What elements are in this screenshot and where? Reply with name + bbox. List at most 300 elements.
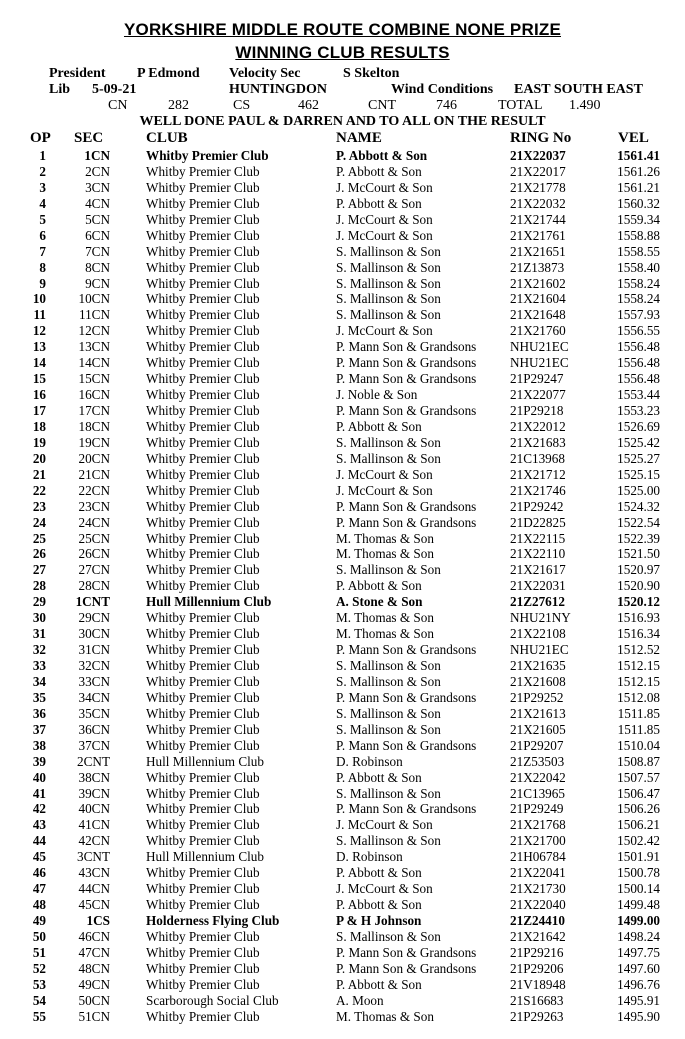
- table-row: [0, 594, 685, 610]
- ring-number-cell: 21X21730: [510, 881, 566, 897]
- name-cell: P & H Johnson: [336, 913, 422, 928]
- ring-number-cell: NHU21EC: [510, 355, 569, 371]
- table-row: [0, 674, 685, 690]
- ring-number-cell: 21Z13873: [510, 259, 565, 275]
- club-cell: Whitby Premier Club: [146, 482, 260, 498]
- ring-number-cell: 21X21712: [510, 466, 566, 482]
- document-subtitle: WINNING CLUB RESULTS: [235, 43, 450, 62]
- position-cell: 29: [32, 594, 46, 610]
- position-cell: 52: [32, 960, 46, 976]
- velocity-cell: 1495.91: [617, 992, 660, 1008]
- position-cell: 40: [32, 769, 46, 785]
- section-cell: 2CN: [85, 163, 110, 179]
- results-table: [0, 148, 685, 1025]
- velocity-cell: 1520.12: [617, 594, 660, 610]
- table-row: [0, 993, 685, 1009]
- velocity-cell: 1553.23: [617, 403, 660, 418]
- ring-number-cell: 21X22110: [510, 546, 566, 562]
- name-cell: S. Mallinson & Son: [336, 658, 441, 673]
- velocity-cell: 1516.34: [617, 626, 660, 642]
- name-cell: J. McCourt & Son: [336, 179, 433, 195]
- velocity-cell: 1502.42: [617, 833, 660, 849]
- ring-number-cell: 21X22040: [510, 897, 566, 913]
- club-cell: Whitby Premier Club: [146, 466, 260, 482]
- position-cell: 21: [32, 466, 46, 482]
- table-row: [0, 849, 685, 865]
- section-cell: 18CN: [78, 418, 110, 434]
- velocity-cell: 1511.85: [617, 721, 660, 737]
- club-cell: Whitby Premier Club: [146, 514, 260, 530]
- ring-number-cell: 21C13968: [510, 450, 565, 466]
- table-row: [0, 801, 685, 817]
- name-cell: P. Mann Son & Grandsons: [336, 801, 477, 817]
- club-cell: Whitby Premier Club: [146, 195, 260, 211]
- position-cell: 7: [39, 243, 46, 259]
- table-row: [0, 546, 685, 562]
- club-cell: Whitby Premier Club: [146, 865, 260, 881]
- velocity-cell: 1507.57: [617, 769, 660, 785]
- section-cell: 51CN: [78, 1008, 110, 1024]
- table-row: [0, 499, 685, 515]
- position-cell: 41: [32, 785, 46, 801]
- name-cell: P. Mann Son & Grandsons: [336, 642, 477, 658]
- ring-number-cell: 21Z27612: [510, 594, 565, 610]
- position-cell: 39: [32, 753, 46, 769]
- table-row: [0, 307, 685, 323]
- name-cell: M. Thomas & Son: [336, 1008, 434, 1024]
- section-cell: 21CN: [78, 466, 110, 482]
- name-cell: J. McCourt & Son: [336, 323, 433, 339]
- club-cell: Whitby Premier Club: [146, 689, 260, 705]
- position-cell: 17: [32, 403, 46, 418]
- velocity-cell: 1501.91: [617, 849, 660, 865]
- name-cell: D. Robinson: [336, 753, 403, 769]
- column-header-op: OP: [30, 130, 51, 146]
- ring-number-cell: 21P29207: [510, 737, 564, 753]
- section-cell: 42CN: [78, 833, 110, 849]
- ring-number-cell: 21Z24410: [510, 913, 565, 928]
- cnt-value: 746: [436, 98, 457, 113]
- column-header-sec: SEC: [74, 130, 104, 146]
- section-cell: 41CN: [78, 817, 110, 833]
- table-row: [0, 706, 685, 722]
- ring-number-cell: NHU21EC: [510, 339, 569, 355]
- club-cell: Whitby Premier Club: [146, 833, 260, 849]
- ring-number-cell: 21X22032: [510, 195, 566, 211]
- club-cell: Whitby Premier Club: [146, 498, 260, 514]
- velocity-cell: 1508.87: [617, 753, 660, 769]
- race-location: HUNTINGDON: [229, 82, 328, 97]
- section-cell: 1CN: [84, 148, 110, 163]
- name-cell: S. Mallinson & Son: [336, 434, 441, 450]
- club-cell: Whitby Premier Club: [146, 403, 260, 418]
- position-cell: 19: [32, 434, 46, 450]
- ring-number-cell: 21X21648: [510, 307, 566, 323]
- section-cell: 2CNT: [77, 753, 110, 769]
- name-cell: S. Mallinson & Son: [336, 562, 441, 578]
- club-cell: Whitby Premier Club: [146, 434, 260, 450]
- velocity-cell: 1553.44: [617, 387, 660, 403]
- table-row: [0, 515, 685, 531]
- name-cell: J. McCourt & Son: [336, 227, 433, 243]
- club-cell: Whitby Premier Club: [146, 626, 260, 642]
- ring-number-cell: 21Z53503: [510, 753, 565, 769]
- ring-number-cell: 21X22037: [510, 148, 566, 163]
- name-cell: P. Mann Son & Grandsons: [336, 514, 477, 530]
- position-cell: 15: [32, 371, 46, 387]
- congratulations-message: WELL DONE PAUL & DARREN AND TO ALL ON THE RESULT: [139, 114, 546, 129]
- position-cell: 24: [32, 514, 46, 530]
- table-row: [0, 260, 685, 276]
- lib-label: Lib: [49, 82, 71, 97]
- club-cell: Whitby Premier Club: [146, 960, 260, 976]
- table-row: [0, 196, 685, 212]
- velocity-cell: 1561.26: [617, 163, 660, 179]
- club-cell: Whitby Premier Club: [146, 450, 260, 466]
- velocity-cell: 1556.48: [617, 339, 660, 355]
- section-cell: 48CN: [78, 960, 110, 976]
- table-row: [0, 913, 685, 929]
- section-cell: 9CN: [85, 275, 110, 291]
- velocity-cell: 1500.78: [617, 865, 660, 881]
- velocity-cell: 1520.90: [617, 578, 660, 594]
- name-cell: P. Abbott & Son: [336, 578, 422, 594]
- club-cell: Whitby Premier Club: [146, 179, 260, 195]
- club-cell: Whitby Premier Club: [146, 355, 260, 371]
- ring-number-cell: 21X22108: [510, 626, 566, 642]
- position-cell: 25: [32, 530, 46, 546]
- name-cell: P. Abbott & Son: [336, 163, 422, 179]
- position-cell: 42: [32, 801, 46, 817]
- position-cell: 45: [32, 849, 46, 865]
- club-cell: Whitby Premier Club: [146, 148, 269, 163]
- velocity-cell: 1558.88: [617, 227, 660, 243]
- velocity-cell: 1506.47: [617, 785, 660, 801]
- name-cell: P. Mann Son & Grandsons: [336, 737, 477, 753]
- position-cell: 2: [39, 163, 46, 179]
- section-cell: 17CN: [78, 403, 110, 418]
- ring-number-cell: 21X22012: [510, 418, 566, 434]
- president-label: President: [49, 66, 106, 81]
- ring-number-cell: 21P29252: [510, 689, 564, 705]
- ring-number-cell: 21X21642: [510, 928, 566, 944]
- velocity-cell: 1522.54: [617, 514, 660, 530]
- ring-number-cell: 21P29249: [510, 801, 564, 817]
- name-cell: P. Mann Son & Grandsons: [336, 339, 477, 355]
- ring-number-cell: 21X21635: [510, 658, 566, 673]
- ring-number-cell: 21X21760: [510, 323, 566, 339]
- ring-number-cell: 21P29247: [510, 371, 564, 387]
- column-header-ring: RING No: [510, 130, 572, 146]
- section-cell: 39CN: [78, 785, 110, 801]
- ring-number-cell: 21X21761: [510, 227, 566, 243]
- total-value: 1.490: [569, 98, 601, 113]
- cn-value: 282: [168, 98, 189, 113]
- velocity-cell: 1499.48: [617, 897, 660, 913]
- club-cell: Whitby Premier Club: [146, 897, 260, 913]
- position-cell: 4: [39, 195, 46, 211]
- position-cell: 20: [32, 450, 46, 466]
- position-cell: 5: [39, 211, 46, 227]
- position-cell: 12: [32, 323, 46, 339]
- name-cell: M. Thomas & Son: [336, 626, 434, 642]
- club-cell: Scarborough Social Club: [146, 992, 279, 1008]
- cnt-label: CNT: [368, 98, 396, 113]
- table-row: [0, 291, 685, 307]
- position-cell: 38: [32, 737, 46, 753]
- section-cell: 25CN: [78, 530, 110, 546]
- section-cell: 22CN: [78, 482, 110, 498]
- section-cell: 3CNT: [77, 849, 110, 865]
- table-row: [0, 164, 685, 180]
- club-cell: Hull Millennium Club: [146, 594, 272, 610]
- position-cell: 53: [32, 976, 46, 992]
- name-cell: S. Mallinson & Son: [336, 928, 441, 944]
- name-cell: P. Abbott & Son: [336, 195, 422, 211]
- section-cell: 4CN: [85, 195, 110, 211]
- table-row: [0, 531, 685, 547]
- position-cell: 54: [32, 992, 46, 1008]
- velocity-cell: 1512.52: [617, 642, 660, 658]
- club-cell: Whitby Premier Club: [146, 259, 260, 275]
- club-cell: Whitby Premier Club: [146, 610, 260, 626]
- name-cell: P. Mann Son & Grandsons: [336, 944, 477, 960]
- table-row: [0, 626, 685, 642]
- section-cell: 20CN: [78, 450, 110, 466]
- ring-number-cell: 21P29218: [510, 403, 564, 418]
- velocity-cell: 1556.55: [617, 323, 660, 339]
- position-cell: 28: [32, 578, 46, 594]
- position-cell: 34: [32, 673, 46, 689]
- name-cell: P. Mann Son & Grandsons: [336, 355, 477, 371]
- ring-number-cell: 21X22077: [510, 387, 566, 403]
- name-cell: S. Mallinson & Son: [336, 721, 441, 737]
- section-cell: 35CN: [78, 705, 110, 721]
- table-row: [0, 578, 685, 594]
- table-row: [0, 244, 685, 260]
- name-cell: S. Mallinson & Son: [336, 833, 441, 849]
- section-cell: 1CNT: [75, 594, 110, 610]
- club-cell: Whitby Premier Club: [146, 530, 260, 546]
- ring-number-cell: 21X21602: [510, 275, 566, 291]
- ring-number-cell: 21X21608: [510, 673, 566, 689]
- table-row: [0, 276, 685, 292]
- velocity-cell: 1526.69: [617, 418, 660, 434]
- position-cell: 43: [32, 817, 46, 833]
- section-cell: 38CN: [78, 769, 110, 785]
- position-cell: 44: [32, 833, 46, 849]
- table-row: [0, 722, 685, 738]
- club-cell: Whitby Premier Club: [146, 1008, 260, 1024]
- velocity-cell: 1561.41: [617, 148, 660, 163]
- name-cell: M. Thomas & Son: [336, 546, 434, 562]
- club-cell: Whitby Premier Club: [146, 291, 260, 307]
- velocity-cell: 1522.39: [617, 530, 660, 546]
- table-row: [0, 451, 685, 467]
- ring-number-cell: 21X22115: [510, 530, 566, 546]
- velocity-cell: 1525.00: [617, 482, 660, 498]
- total-label: TOTAL: [498, 98, 543, 113]
- ring-number-cell: 21X22042: [510, 769, 566, 785]
- position-cell: 6: [39, 227, 46, 243]
- velocity-cell: 1510.04: [617, 737, 660, 753]
- velocity-cell: 1496.76: [617, 976, 660, 992]
- ring-number-cell: 21X21746: [510, 482, 566, 498]
- position-cell: 3: [39, 179, 46, 195]
- table-row: [0, 228, 685, 244]
- club-cell: Whitby Premier Club: [146, 211, 260, 227]
- velocity-cell: 1561.21: [617, 179, 660, 195]
- name-cell: S. Mallinson & Son: [336, 259, 441, 275]
- name-cell: P. Abbott & Son: [336, 769, 422, 785]
- section-cell: 5CN: [85, 211, 110, 227]
- name-cell: P. Abbott & Son: [336, 897, 422, 913]
- ring-number-cell: 21X21744: [510, 211, 566, 227]
- velocity-cell: 1558.40: [617, 259, 660, 275]
- table-row: [0, 977, 685, 993]
- club-cell: Whitby Premier Club: [146, 785, 260, 801]
- club-cell: Whitby Premier Club: [146, 323, 260, 339]
- name-cell: P. Mann Son & Grandsons: [336, 371, 477, 387]
- velocity-cell: 1512.15: [617, 658, 660, 673]
- velocity-cell: 1525.15: [617, 466, 660, 482]
- table-row: [0, 881, 685, 897]
- position-cell: 46: [32, 865, 46, 881]
- velocity-cell: 1556.48: [617, 371, 660, 387]
- section-cell: 34CN: [78, 689, 110, 705]
- position-cell: 27: [32, 562, 46, 578]
- name-cell: P. Mann Son & Grandsons: [336, 498, 477, 514]
- name-cell: S. Mallinson & Son: [336, 291, 441, 307]
- wind-label: Wind Conditions: [391, 82, 494, 97]
- table-row: [0, 897, 685, 913]
- velocity-cell: 1525.42: [617, 434, 660, 450]
- club-cell: Whitby Premier Club: [146, 307, 260, 323]
- velocity-cell: 1558.24: [617, 291, 660, 307]
- section-cell: 45CN: [78, 897, 110, 913]
- table-row: [0, 1009, 685, 1025]
- club-cell: Whitby Premier Club: [146, 387, 260, 403]
- club-cell: Whitby Premier Club: [146, 642, 260, 658]
- name-cell: S. Mallinson & Son: [336, 705, 441, 721]
- velocity-cell: 1560.32: [617, 195, 660, 211]
- table-row: [0, 323, 685, 339]
- position-cell: 9: [39, 275, 46, 291]
- position-cell: 47: [32, 881, 46, 897]
- position-cell: 31: [32, 626, 46, 642]
- section-cell: 19CN: [78, 434, 110, 450]
- club-cell: Hull Millennium Club: [146, 753, 264, 769]
- club-cell: Whitby Premier Club: [146, 243, 260, 259]
- name-cell: P. Abbott & Son: [336, 865, 422, 881]
- club-cell: Whitby Premier Club: [146, 339, 260, 355]
- club-cell: Whitby Premier Club: [146, 769, 260, 785]
- table-row: [0, 610, 685, 626]
- table-row: [0, 658, 685, 674]
- ring-number-cell: 21X22017: [510, 163, 566, 179]
- section-cell: 8CN: [85, 259, 110, 275]
- club-cell: Whitby Premier Club: [146, 928, 260, 944]
- position-cell: 50: [32, 928, 46, 944]
- position-cell: 18: [32, 418, 46, 434]
- velocity-cell: 1559.34: [617, 211, 660, 227]
- club-cell: Holderness Flying Club: [146, 913, 280, 928]
- table-row: [0, 403, 685, 419]
- table-row: [0, 786, 685, 802]
- ring-number-cell: 21S16683: [510, 992, 564, 1008]
- ring-number-cell: 21P29242: [510, 498, 564, 514]
- section-cell: 11CN: [78, 307, 110, 323]
- position-cell: 35: [32, 689, 46, 705]
- section-cell: 26CN: [78, 546, 110, 562]
- club-cell: Whitby Premier Club: [146, 881, 260, 897]
- section-cell: 30CN: [78, 626, 110, 642]
- club-cell: Whitby Premier Club: [146, 817, 260, 833]
- section-cell: 6CN: [85, 227, 110, 243]
- table-row: [0, 770, 685, 786]
- club-cell: Whitby Premier Club: [146, 371, 260, 387]
- velocity-cell: 1506.21: [617, 817, 660, 833]
- table-row: [0, 339, 685, 355]
- name-cell: M. Thomas & Son: [336, 530, 434, 546]
- name-cell: S. Mallinson & Son: [336, 673, 441, 689]
- ring-number-cell: 21C13965: [510, 785, 565, 801]
- ring-number-cell: 21X21768: [510, 817, 566, 833]
- ring-number-cell: 21X21605: [510, 721, 566, 737]
- velocity-cell: 1512.08: [617, 689, 660, 705]
- cn-label: CN: [108, 98, 128, 113]
- ring-number-cell: 21V18948: [510, 976, 566, 992]
- velocity-cell: 1498.24: [617, 928, 660, 944]
- section-cell: 1CS: [86, 913, 110, 928]
- table-row: [0, 180, 685, 196]
- name-cell: S. Mallinson & Son: [336, 450, 441, 466]
- club-cell: Whitby Premier Club: [146, 562, 260, 578]
- section-cell: 27CN: [78, 562, 110, 578]
- cs-label: CS: [233, 98, 251, 113]
- table-row: [0, 483, 685, 499]
- ring-number-cell: 21X21604: [510, 291, 566, 307]
- ring-number-cell: 21P29206: [510, 960, 564, 976]
- club-cell: Whitby Premier Club: [146, 944, 260, 960]
- name-cell: J. McCourt & Son: [336, 482, 433, 498]
- table-row: [0, 929, 685, 945]
- club-cell: Whitby Premier Club: [146, 721, 260, 737]
- position-cell: 51: [32, 944, 46, 960]
- name-cell: D. Robinson: [336, 849, 403, 865]
- ring-number-cell: 21P29263: [510, 1008, 564, 1024]
- table-row: [0, 435, 685, 451]
- section-cell: 49CN: [78, 976, 110, 992]
- velocity-cell: 1499.00: [617, 913, 660, 928]
- position-cell: 33: [32, 658, 46, 673]
- club-cell: Whitby Premier Club: [146, 578, 260, 594]
- name-cell: J. Noble & Son: [336, 387, 418, 403]
- table-row: [0, 387, 685, 403]
- club-cell: Whitby Premier Club: [146, 801, 260, 817]
- velocity-cell: 1497.75: [617, 944, 660, 960]
- velocity-sec-value: S Skelton: [343, 66, 400, 81]
- race-date: 5-09-21: [92, 82, 137, 97]
- name-cell: P. Mann Son & Grandsons: [336, 689, 477, 705]
- ring-number-cell: 21X21651: [510, 243, 566, 259]
- ring-number-cell: 21X21683: [510, 434, 566, 450]
- section-cell: 24CN: [78, 514, 110, 530]
- name-cell: S. Mallinson & Son: [336, 785, 441, 801]
- name-cell: P. Abbott & Son: [336, 976, 422, 992]
- position-cell: 13: [32, 339, 46, 355]
- table-row: [0, 865, 685, 881]
